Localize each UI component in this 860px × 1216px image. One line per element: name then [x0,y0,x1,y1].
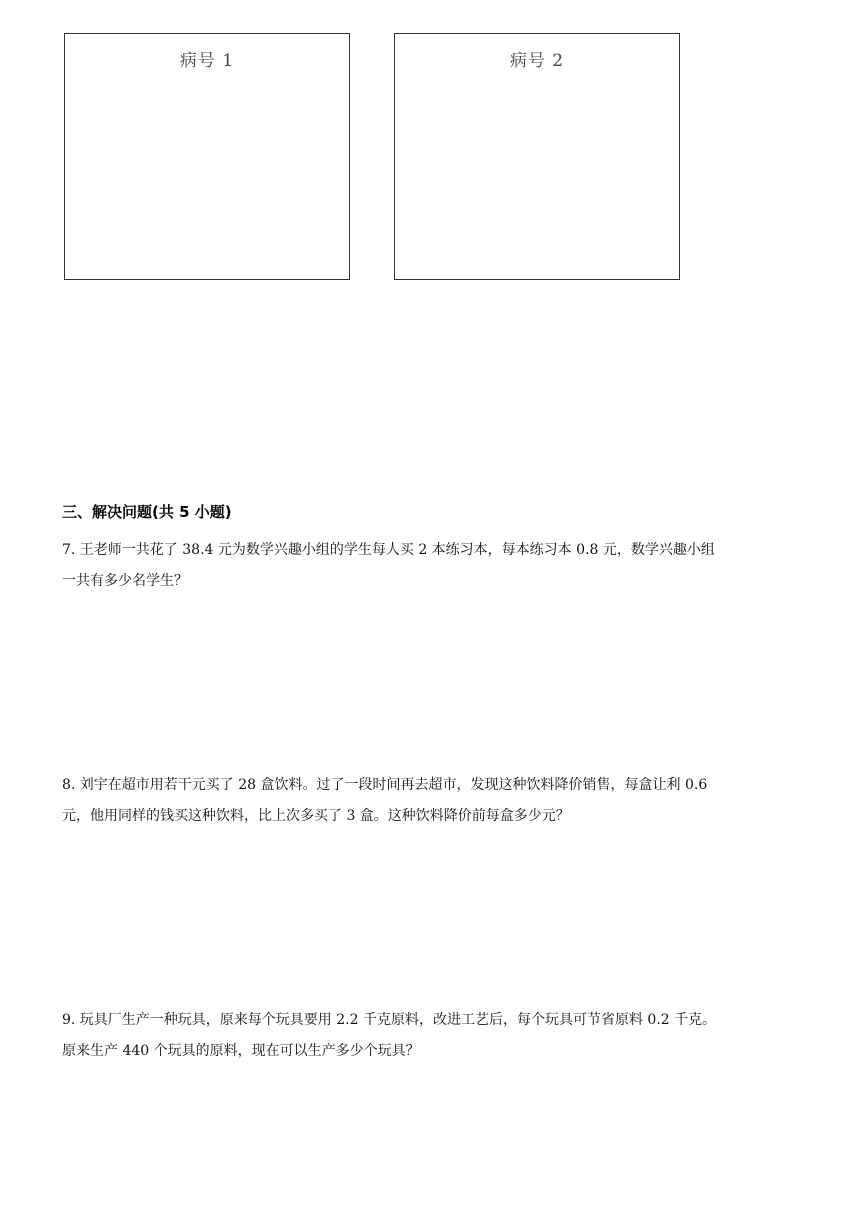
problem-8-line-1: 8. 刘宇在超市用若干元买了 28 盒饮料。过了一段时间再去超市，发现这种饮料降价销售，每盒让利 0.6 [62,777,708,793]
problem-9-line-1: 9. 玩具厂生产一种玩具，原来每个玩具要用 2.2 千克原料，改进工艺后，每个玩具可节省原料 0.2 千克。 [62,1012,717,1028]
problem-7-line-2: 一共有多少名学生？ [62,573,188,589]
case-box-1 [64,33,350,280]
problem-8 [62,770,832,832]
problem-9 [62,1005,832,1067]
problem-7-line-1: 7. 王老师一共花了 38.4 元为数学兴趣小组的学生每人买 2 本练习本，每本练习本 0.8 元，数学兴趣小组 [62,542,715,558]
problem-7 [62,535,832,597]
case-label-2: 病号 2 [509,51,565,71]
problem-8-line-2: 元，他用同样的钱买这种饮料，比上次多买了 3 盒。这种饮料降价前每盒多少元？ [62,808,570,824]
case-label-1: 病号 1 [179,51,235,71]
problem-9-line-2: 原来生产 440 个玩具的原料，现在可以生产多少个玩具？ [62,1043,420,1059]
case-box-2 [394,33,680,280]
section-title: 三、解决问题(共 5 小题) [62,503,232,521]
